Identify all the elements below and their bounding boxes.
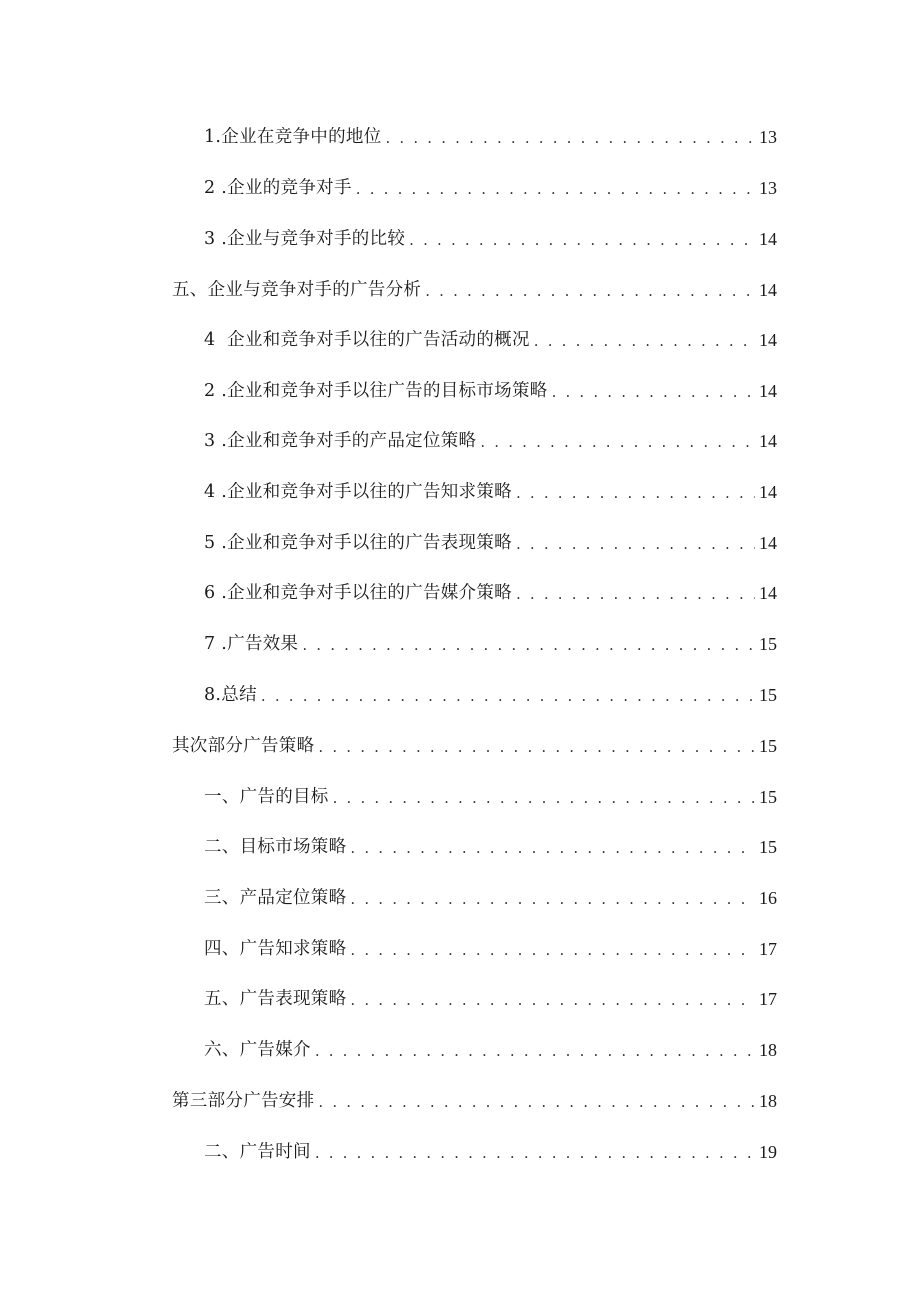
toc-dot-leader xyxy=(302,633,755,657)
toc-entry-label: 7 .广告效果 xyxy=(204,634,299,654)
toc-dot-leader xyxy=(356,177,755,201)
toc-dot-leader xyxy=(386,126,756,150)
toc-entry[interactable] xyxy=(172,277,777,303)
toc-dot-leader xyxy=(315,1141,755,1165)
toc-page-number: 19 xyxy=(759,1142,777,1162)
toc-dot-leader xyxy=(516,582,755,606)
toc-entry[interactable] xyxy=(204,936,777,962)
toc-entry-label: 四、广告知求策略 xyxy=(204,939,347,959)
toc-entry[interactable] xyxy=(204,682,777,708)
toc-entry-label: 8.总结 xyxy=(204,685,257,705)
toc-entry[interactable] xyxy=(204,834,777,860)
toc-page-number: 14 xyxy=(759,482,777,502)
toc-dot-leader xyxy=(333,786,755,810)
toc-dot-leader xyxy=(350,988,755,1012)
toc-entry-label: 2 .企业的竞争对手 xyxy=(204,178,352,198)
toc-entry-label: 3 .企业和竞争对手的产品定位策略 xyxy=(204,431,477,451)
toc-page-number: 17 xyxy=(759,989,777,1009)
toc-dot-leader xyxy=(552,380,755,404)
toc-entry[interactable] xyxy=(204,428,777,454)
toc-page-number: 14 xyxy=(759,431,777,451)
toc-entry[interactable] xyxy=(204,226,777,252)
toc-page-number: 14 xyxy=(759,330,777,350)
toc-entry[interactable] xyxy=(204,885,777,911)
toc-page-number: 18 xyxy=(759,1091,777,1111)
toc-dot-leader xyxy=(261,684,755,708)
toc-page-number: 14 xyxy=(759,280,777,300)
toc-entry-label: 3 .企业与竞争对手的比较 xyxy=(204,229,406,249)
toc-entry-label: 第三部分广告安排 xyxy=(172,1091,315,1111)
toc-entry[interactable] xyxy=(204,1037,777,1063)
toc-entry[interactable] xyxy=(204,1139,777,1165)
toc-entry[interactable] xyxy=(172,1088,777,1114)
toc-page-number: 14 xyxy=(759,533,777,553)
toc-dot-leader xyxy=(534,329,755,353)
toc-dot-leader xyxy=(350,938,755,962)
toc-entry[interactable] xyxy=(204,530,777,556)
toc-page-number: 14 xyxy=(759,229,777,249)
toc-page-number: 14 xyxy=(759,381,777,401)
toc-page-number: 17 xyxy=(759,939,777,959)
toc-entry[interactable] xyxy=(204,986,777,1012)
toc-page-number: 14 xyxy=(759,583,777,603)
toc-page-number: 15 xyxy=(759,837,777,857)
toc-entry[interactable] xyxy=(204,784,777,810)
toc-entry[interactable] xyxy=(204,175,777,201)
toc-page-number: 15 xyxy=(759,736,777,756)
toc-dot-leader xyxy=(480,430,755,454)
toc-entry-label: 五、广告表现策略 xyxy=(204,989,347,1009)
toc-dot-leader xyxy=(350,887,755,911)
toc-entry-label: 1.企业在竞争中的地位 xyxy=(204,127,382,147)
toc-entry[interactable] xyxy=(204,327,777,353)
toc-dot-leader xyxy=(315,1039,755,1063)
toc-entry-label: 六、广告媒介 xyxy=(204,1040,311,1060)
toc-dot-leader xyxy=(318,1090,755,1114)
toc-entry-label: 4 企业和竞争对手以往的广告活动的概况 xyxy=(204,330,530,350)
toc-dot-leader xyxy=(425,279,755,303)
toc-entry[interactable] xyxy=(204,580,777,606)
toc-entry[interactable] xyxy=(204,378,777,404)
toc-entry-label: 其次部分广告策略 xyxy=(172,736,315,756)
toc-entry-label: 6 .企业和竞争对手以往的广告媒介策略 xyxy=(204,583,512,603)
toc-dot-leader xyxy=(516,532,755,556)
toc-dot-leader xyxy=(409,228,755,252)
toc-page-number: 13 xyxy=(759,178,777,198)
toc-page-number: 16 xyxy=(759,888,777,908)
toc-entry-label: 二、目标市场策略 xyxy=(204,837,347,857)
toc-entry-label: 二、广告时间 xyxy=(204,1142,311,1162)
toc-entry-label: 三、产品定位策略 xyxy=(204,888,347,908)
toc-entry-label: 2 .企业和竞争对手以往广告的目标市场策略 xyxy=(204,381,548,401)
toc-dot-leader xyxy=(516,481,755,505)
toc-entry-label: 5 .企业和竞争对手以往的广告表现策略 xyxy=(204,533,512,553)
toc-page-number: 15 xyxy=(759,685,777,705)
toc-entry[interactable] xyxy=(172,733,777,759)
toc-page-number: 15 xyxy=(759,787,777,807)
toc-entry[interactable] xyxy=(204,631,777,657)
toc-page-number: 18 xyxy=(759,1040,777,1060)
toc-page-number: 15 xyxy=(759,634,777,654)
toc-entry-label: 4 .企业和竞争对手以往的广告知求策略 xyxy=(204,482,512,502)
toc-dot-leader xyxy=(350,836,755,860)
toc-entry[interactable] xyxy=(204,124,777,150)
toc-dot-leader xyxy=(318,735,755,759)
toc-page-number: 13 xyxy=(759,127,777,147)
toc-entry-label: 五、企业与竞争对手的广告分析 xyxy=(172,280,422,300)
toc-entry-label: 一、广告的目标 xyxy=(204,787,329,807)
toc-entry[interactable] xyxy=(204,479,777,505)
